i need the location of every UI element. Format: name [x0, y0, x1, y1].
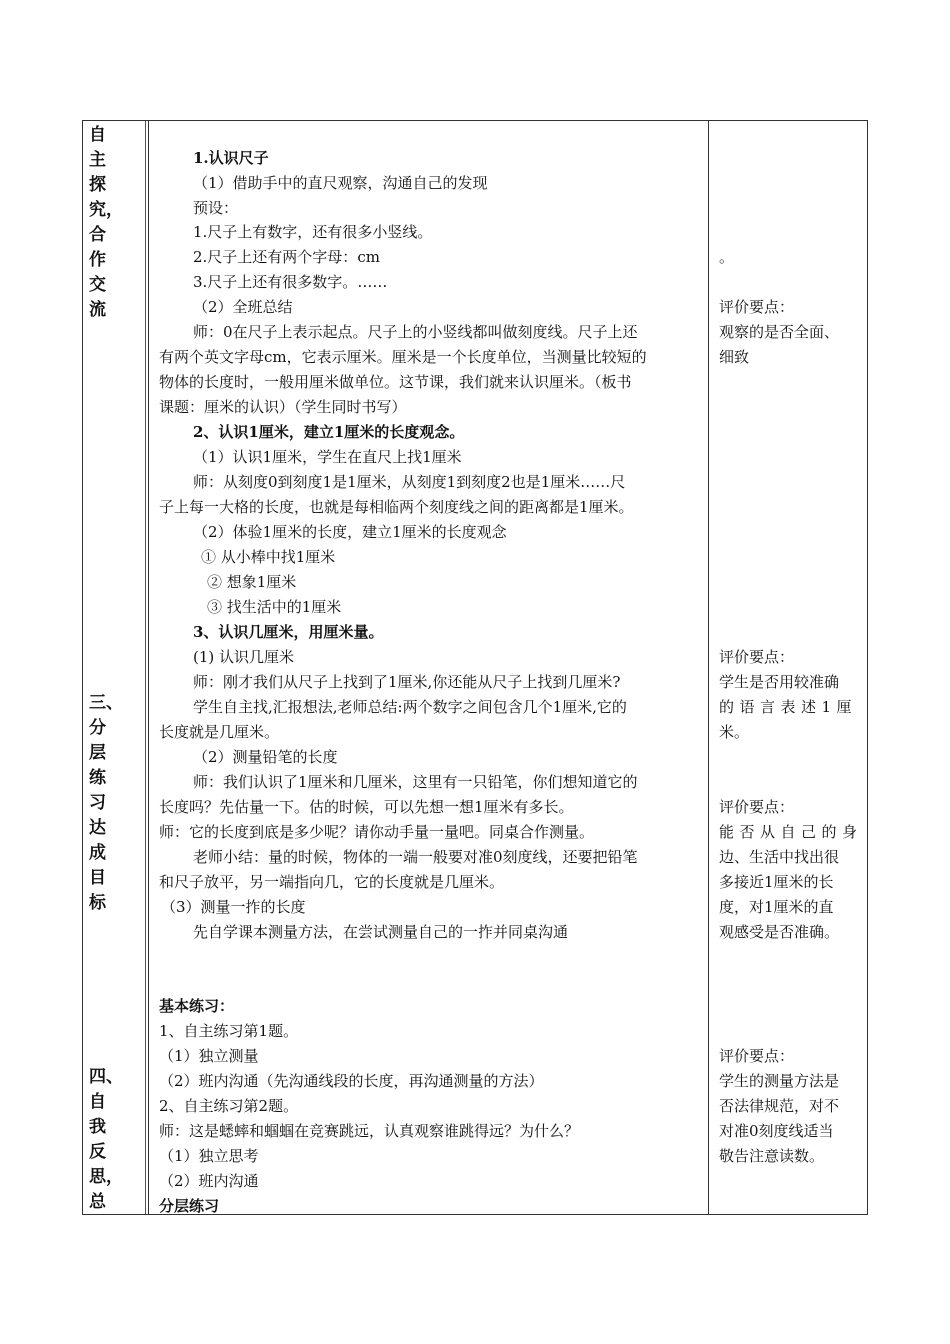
stage-2-char: 交	[89, 275, 106, 295]
note-line: 边、生活中找出很	[719, 848, 840, 866]
content-line: 和尺子放平，另一端指向几，它的长度就是几厘米。	[159, 873, 505, 891]
content-line: 老师小结：量的时候，物体的一端一般要对准0刻度线，还要把铅笔	[193, 848, 638, 866]
content-line: （2）全班总结	[193, 298, 293, 316]
note-heading: 评价要点：	[719, 798, 795, 816]
section-heading: 2、认识1厘米，建立1厘米的长度观念。	[193, 423, 465, 441]
content-line: 1、自主练习第1题。	[159, 1022, 299, 1040]
note-heading: 评价要点：	[719, 1047, 795, 1065]
note-line: 观察的是否全面、	[719, 323, 840, 341]
column-divider	[145, 121, 146, 1214]
note-line: 敬告注意读数。	[719, 1147, 825, 1165]
stage-3-char: 目	[89, 868, 106, 888]
content-line: (1) 认识几厘米	[193, 648, 295, 666]
stage-4-char: 总	[89, 1192, 106, 1212]
note-line: 细致	[719, 348, 750, 366]
content-line: 课题：厘米的认识）（学生同时书写）	[159, 398, 407, 416]
content-line: 预设：	[193, 199, 239, 217]
stage-3-char: 层	[89, 743, 106, 763]
stage-3-char: 达	[89, 818, 106, 838]
content-line: 有两个英文字母cm，它表示厘米。厘米是一个长度单位，当测量比较短的	[159, 348, 647, 366]
stage-4-label	[89, 1065, 129, 1215]
stage-4-char: 思，	[89, 1167, 123, 1187]
content-line: （3）测量一拃的长度	[161, 898, 306, 916]
content-line: 2、自主练习第2题。	[159, 1097, 299, 1115]
content-line: 师：我们认识了1厘米和几厘米，这里有一只铅笔，你们想知道它的	[193, 773, 638, 791]
content-line: 师：0在尺子上表示起点。尺子上的小竖线都叫做刻度线。尺子上还	[193, 323, 638, 341]
note-heading: 评价要点：	[719, 298, 795, 316]
note-line: 米。	[719, 723, 750, 741]
content-line: 子上每一大格的长度，也就是每相临两个刻度线之间的距离都是1厘米。	[159, 498, 634, 516]
stage-3-char: 练	[89, 768, 106, 788]
stage-2-char: 流	[89, 300, 106, 320]
content-line: ② 想象1厘米	[207, 573, 297, 591]
note-line: 多接近1厘米的长	[719, 873, 834, 891]
content-line: 2.尺子上还有两个字母：cm	[193, 248, 380, 266]
content-line: 长度吗？先估量一下。估的时候，可以先想一想1厘米有多长。	[159, 798, 574, 816]
section-heading: 基本练习：	[159, 997, 235, 1015]
content-line: 学生自主找,汇报想法,老师总结:两个数字之间包含几个1厘米,它的	[193, 698, 627, 716]
content-line: 师：刚才我们从尺子上找到了1厘米,你还能从尺子上找到几厘米?	[193, 673, 621, 691]
stage-3-char: 分	[89, 718, 106, 738]
content-line: 3.尺子上还有很多数字。……	[193, 273, 388, 291]
stage-4-char: 四、	[89, 1067, 123, 1087]
stage-3-char: 标	[89, 893, 106, 913]
stage-3-char: 习	[89, 793, 106, 813]
note-line: 度，对1厘米的直	[719, 898, 834, 916]
content-line: （1）借助手中的直尺观察，沟通自己的发现	[193, 174, 488, 192]
stage-2-char: 合	[89, 225, 106, 245]
content-line: 先自学课本测量方法，在尝试测量自己的一拃并同桌沟通	[193, 923, 569, 941]
section-heading: 分层练习	[159, 1197, 220, 1215]
content-line: 1.尺子上有数字，还有很多小竖线。	[193, 223, 433, 241]
note-line: 学生的测量方法是	[719, 1072, 840, 1090]
stage-2-label	[89, 123, 129, 323]
section-heading: 1.认识尺子	[193, 149, 269, 167]
note-heading: 评价要点：	[719, 648, 795, 666]
stage-3-char: 三、	[89, 693, 123, 713]
section-heading: 3、认识几厘米，用厘米量。	[193, 623, 384, 641]
note-line: 否法律规范，对不	[719, 1097, 840, 1115]
stage-2-char: 主	[89, 150, 106, 170]
content-line: 长度就是几厘米。	[159, 723, 280, 741]
content-line: 物体的长度时，一般用厘米做单位。这节课，我们就来认识厘米。（板书	[159, 373, 632, 391]
note-line: 观感受是否准确。	[719, 923, 840, 941]
content-line: （1）独立测量	[159, 1047, 259, 1065]
lesson-plan-table	[82, 120, 868, 1215]
content-line: （2）班内沟通	[159, 1172, 259, 1190]
stage-2-char: 作	[89, 250, 106, 270]
stage-column	[83, 121, 149, 1214]
stage-2-char: 探	[89, 175, 106, 195]
content-line: （2）班内沟通（先沟通线段的长度，再沟通测量的方法）	[159, 1072, 544, 1090]
content-column	[149, 121, 709, 1214]
content-line: （1）认识1厘米，学生在直尺上找1厘米	[193, 448, 462, 466]
note-line: 学生是否用较准确	[719, 673, 840, 691]
content-line: （2）体验1厘米的长度，建立1厘米的长度观念	[193, 523, 507, 541]
content-line: （1）独立思考	[159, 1147, 259, 1165]
stage-4-char: 自	[89, 1092, 106, 1112]
note-line: 能否从自己的身	[719, 823, 863, 841]
content-line: （2）测量铅笔的长度	[193, 748, 338, 766]
stage-2-char: 究，	[89, 200, 123, 220]
content-line: 师：它的长度到底是多少呢？请你动手量一量吧。同桌合作测量。	[159, 823, 595, 841]
stage-2-char: 自	[89, 125, 106, 145]
note-line: 。	[719, 248, 735, 266]
note-line: 的语言表述1厘	[719, 698, 858, 716]
stage-3-char: 成	[89, 843, 106, 863]
content-line: ③ 找生活中的1厘米	[207, 598, 342, 616]
content-line: ① 从小棒中找1厘米	[201, 548, 336, 566]
note-line: 对准0刻度线适当	[719, 1122, 834, 1140]
stage-4-char: 反	[89, 1142, 106, 1162]
content-line: 师：从刻度0到刻度1是1厘米，从刻度1到刻度2也是1厘米……尺	[193, 473, 626, 491]
stage-3-label	[89, 691, 129, 916]
evaluation-column	[709, 121, 867, 1214]
stage-4-char: 我	[89, 1117, 106, 1137]
content-line: 师：这是蟋蟀和蝈蝈在竞赛跳远，认真观察谁跳得远？为什么？	[159, 1122, 580, 1140]
